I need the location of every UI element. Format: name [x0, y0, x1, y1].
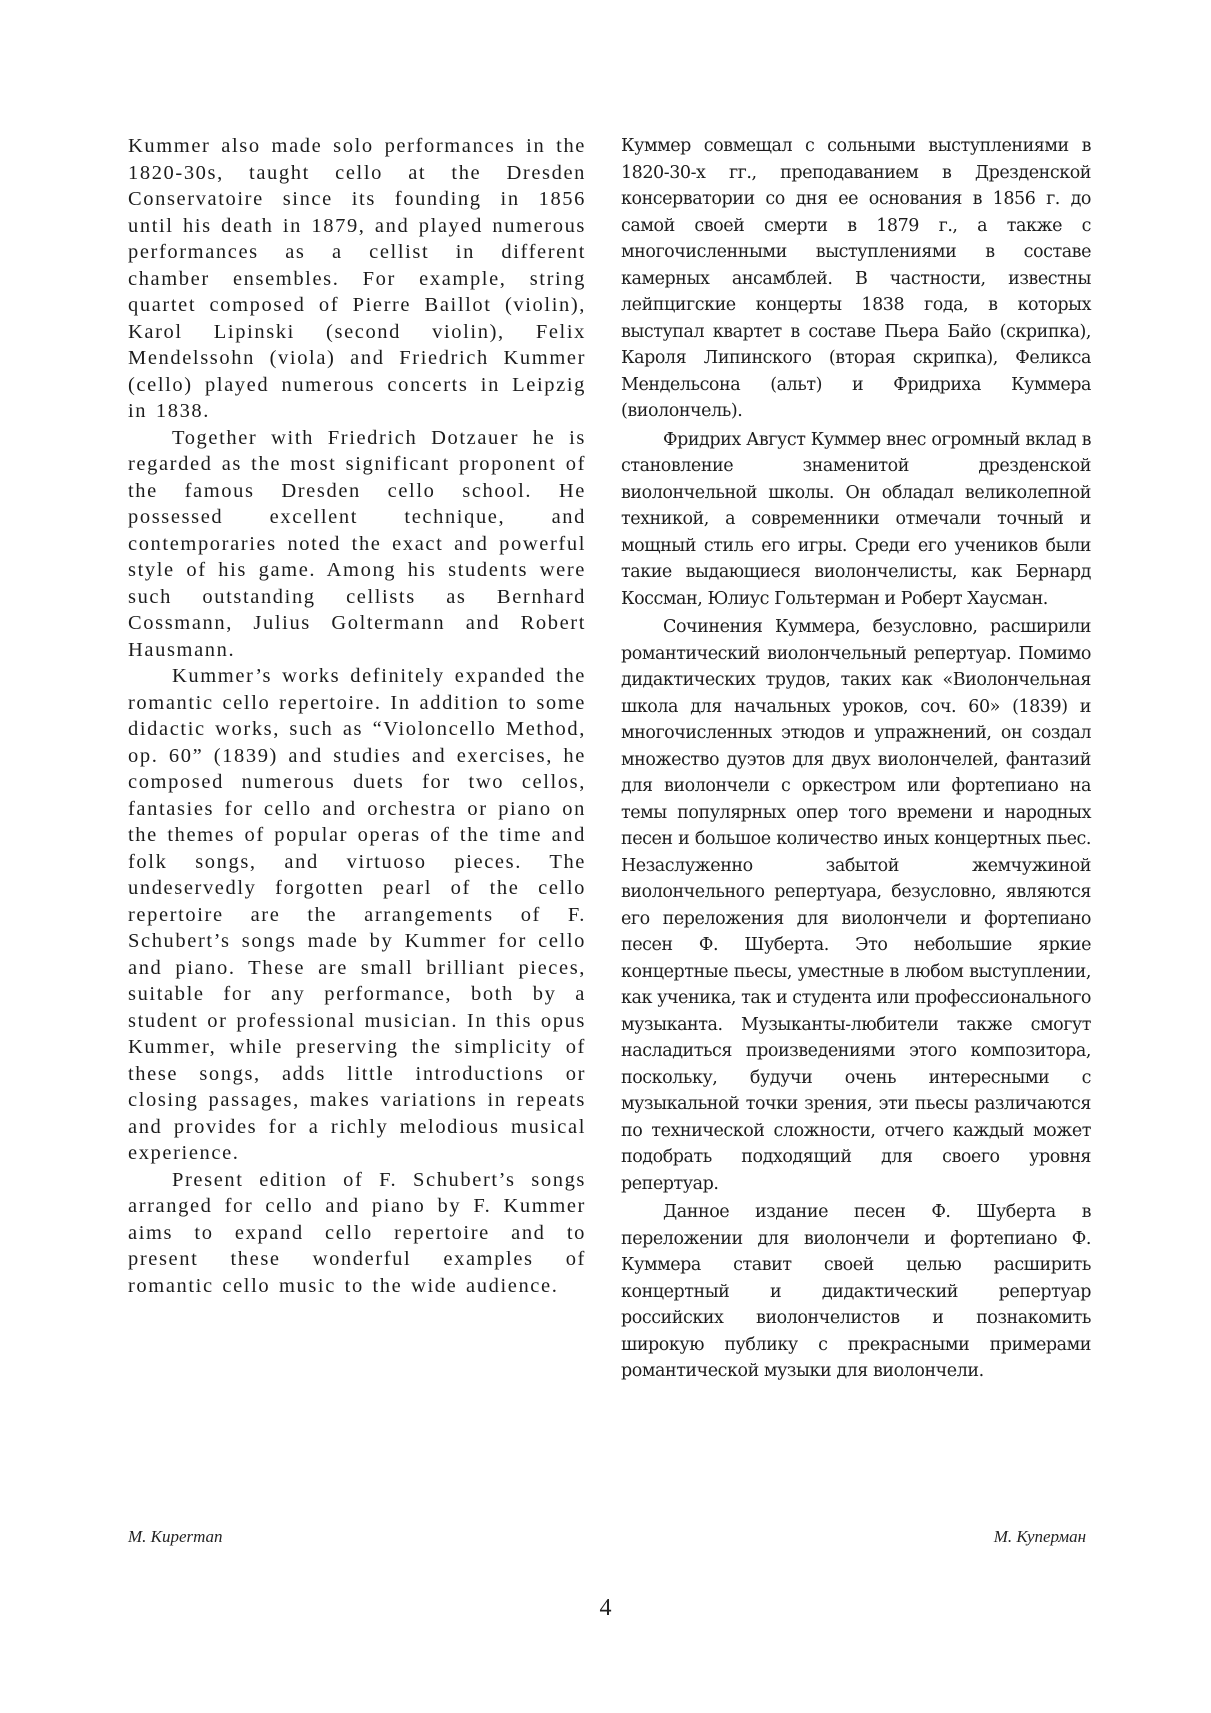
russian-signature: М. Куперман	[993, 1527, 1086, 1546]
english-paragraph-1: Kummer also made solo performances in the 1820-30s, taught cello at the Dresden Conservatoire since its founding in 1856 until his death in 1879, and played numerous performances as a cellist in different chamber ensembles. For example, string quartet composed of Pierre Baillot (violin), Karol Lipinski (second violin), Felix Mendelssohn (viola) and Friedrich Kummer (cello) played numerous concerts in Leipzig in 1838.	[128, 135, 586, 422]
english-paragraph-4: Present edition of F. Schubert’s songs arranged for cello and piano by F. Kummer aims to expand cello repertoire and to present these wonderful examples of romantic cello music to the wide audience.	[128, 1168, 586, 1297]
english-paragraph-3: Kummer’s works definitely expanded the romantic cello repertoire. In addition to some didactic works, such as “Violoncello Method, op. 60” (1839) and studies and exercises, he composed numerous duets for two cellos, fantasies for cello and orchestra or piano on the themes of popular operas of the time and folk songs, and virtuoso pieces. The undeservedly forgotten pearl of the cello repertoire are the arrangements of F. Schubert’s songs made by Kummer for cello and piano. These are small brilliant pieces, suitable for any performance, both by a student or professional musician. In this opus Kummer, while preserving the simplicity of these songs, adds little introductions or closing passages, makes variations in repeats and provides for a richly melodious musical experience.	[128, 665, 586, 1164]
english-paragraph-2: Together with Friedrich Dotzauer he is regarded as the most significant proponent of the famous Dresden cello school. He possessed excellent technique, and contemporaries noted the exact and powerful style of his game. Among his students were such outstanding cellists as Bernhard Cossmann, Julius Goltermann and Robert Hausmann.	[128, 426, 586, 661]
russian-paragraph-1: Куммер совмещал с сольными выступлениями в 1820-30-х гг., преподаванием в Дрезденской консерватории со дня ее основания в 1856 г. до самой своей смерти в 1879 г., а также с многочисленными выступлениями в составе камерных ансамблей. В частности, известны лейпцигские концерты 1838 года, в которых выступал квартет в составе Пьера Байо (скрипка), Кароля Липинского (вторая скрипка), Феликса Мендельсона (альт) и Фридриха Куммера (виолончель).	[621, 136, 1091, 421]
page-number: 4	[599, 1595, 612, 1621]
russian-paragraph-2: Фридрих Август Куммер внес огромный вклад в становление знаменитой дрезденской виолончельной школы. Он обладал великолепной техникой, а современники отмечали точный и мощный стиль его игры. Среди его учеников были такие выдающиеся виолончелисты, как Бернард Коссман, Юлиус Гольтерман и Роберт Хаусман.	[621, 429, 1091, 609]
russian-paragraph-3: Сочинения Куммера, безусловно, расширили романтический виолончельный репертуар. Помимо дидактических трудов, таких как «Виолончельная школа для начальных уроков, соч. 60» (1839) и многочисленных этюдов и упражнений, он создал множество дуэтов для двух виолончелей, фантазий для виолончели с оркестром или фортепиано на темы популярных опер того времени и народных песен и большое количество иных концертных пьес. Незаслуженно забытой жемчужиной виолончельного репертуара, безусловно, являются его переложения для виолончели и фортепиано песен Ф. Шуберта. Это небольшие яркие концертные пьесы, уместные в любом выступлении, как ученика, так и студента или профессионального музыканта. Музыканты-любители также смогут насладиться произведениями этого композитора, поскольку, будучи очень интересными с музыкальной точки зрения, эти пьесы различаются по технической сложности, отчего каждый может подобрать подходящий для своего уровня репертуар.	[621, 617, 1091, 1194]
russian-column	[621, 133, 1091, 1385]
english-column	[128, 133, 586, 1299]
russian-paragraph-4: Данное издание песен Ф. Шуберта в переложении для виолончели и фортепиано Ф. Куммера ставит своей целью расширить концертный и дидактический репертуар российских виолончелистов и познакомить широкую публику с прекрасными примерами романтической музыки для виолончели.	[621, 1202, 1091, 1381]
english-signature: M. Kuperman	[128, 1527, 223, 1546]
